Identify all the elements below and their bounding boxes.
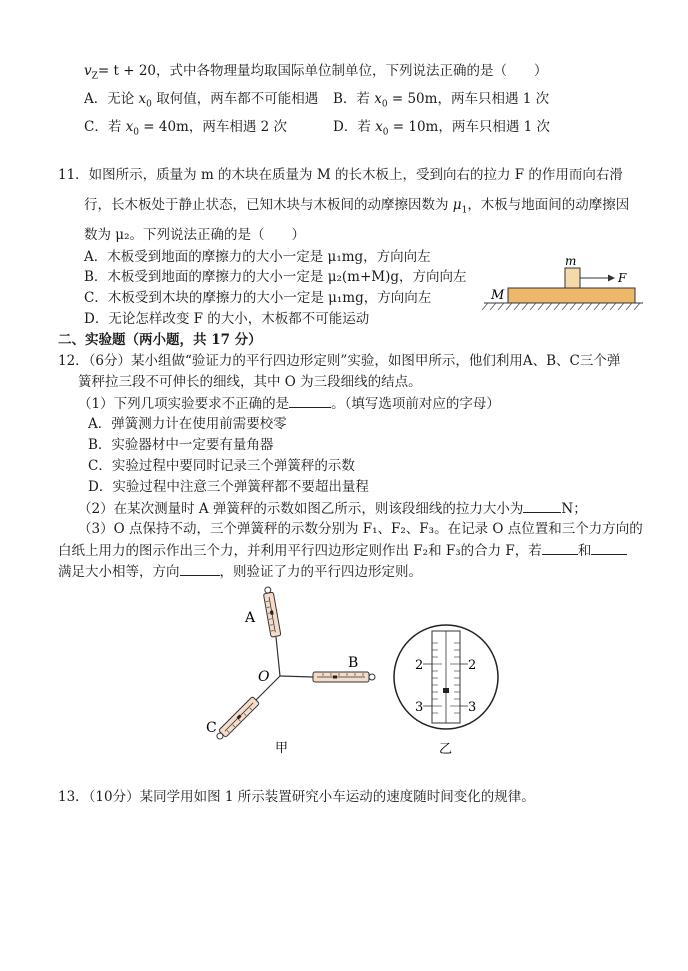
force-arrowhead — [608, 275, 615, 282]
q10-opt-c-pre: C．若 — [84, 119, 126, 135]
spring-balance-figure-jia — [198, 585, 398, 760]
spring-balance-a — [262, 586, 281, 637]
x0-symbol: x — [374, 91, 382, 107]
q10-stem — [84, 62, 548, 86]
label-a: A — [245, 610, 256, 626]
x0-symbol: x — [125, 119, 134, 135]
q12-sub3-line2-pre: 白纸上用力的图示作出三个力，并利用平行四边形定则作出 F₂和 F₃的合力 F，若 — [58, 543, 542, 559]
string-a — [276, 637, 280, 676]
answer-blank[interactable] — [542, 541, 578, 555]
dial-label-3-left: 3 — [415, 700, 424, 715]
dial-label-2-left: 2 — [415, 658, 424, 673]
x0-subscript: 0 — [382, 127, 389, 138]
q10-option-b — [333, 90, 549, 114]
q12-sub2-tail: N； — [561, 501, 587, 517]
q12-sub1 — [78, 394, 500, 413]
spring-balance-b — [313, 672, 375, 682]
label-M: M — [491, 288, 505, 303]
answer-blank[interactable] — [523, 499, 561, 513]
q12-sub3-line1: （3）O 点保持不动，三个弹簧秤的示数分别为 F₁、F₂、F₃。在记录 O 点位置和三个力方向的 — [78, 521, 643, 537]
label-o: O — [258, 669, 270, 685]
x0-symbol: x — [375, 119, 383, 135]
pointer — [443, 688, 449, 693]
dial-figure-yi — [393, 624, 503, 764]
q10-option-c — [84, 118, 287, 142]
q10-opt-d-post: = 10m，两车只相遇 1 次 — [388, 119, 551, 135]
mu-subscript: 1 — [461, 205, 468, 216]
q10-opt-a-post: 取何值，两车都不可能相遇 — [151, 91, 319, 107]
label-c: C — [206, 720, 217, 736]
long-board — [508, 288, 635, 303]
mu-symbol: μ — [452, 197, 462, 213]
q12-option-d: D．实验过程中注意三个弹簧秤都不要超出量程 — [88, 479, 369, 495]
q12-option-b: B．实验器材中一定要有量角器 — [88, 437, 274, 453]
ground-hatching — [482, 303, 640, 310]
dial-label-2-right: 2 — [468, 658, 477, 673]
caption-jia: 甲 — [275, 741, 289, 756]
q12-option-c: C．实验过程中要同时记录三个弹簧秤的示数 — [88, 458, 355, 474]
q10-opt-d-pre: D．若 — [333, 119, 376, 135]
q12-sub1-tail: 。（填写选项前对应的字母） — [331, 396, 500, 412]
q10-stem-text: = t + 20，式中各物理量均取国际单位制单位，下列说法正确的是（ ） — [97, 63, 548, 79]
answer-blank[interactable] — [591, 541, 627, 555]
q13-line1: 13．（10分）某同学用如图 1 所示装置研究小车运动的速度随时间变化的规律。 — [58, 789, 535, 805]
q11-line2-pre: 行，长木板处于静止状态，已知木块与木板间的动摩擦因数为 — [84, 197, 453, 213]
string-b — [280, 676, 313, 677]
v-subscript: Z — [91, 71, 98, 82]
q12-sub3-line3 — [58, 562, 422, 581]
q10-opt-c-post: = 40m，两车相遇 2 次 — [138, 119, 288, 135]
label-F: F — [618, 271, 627, 285]
v-symbol: v — [84, 63, 92, 79]
q11-option-d: D．无论怎样改变 F 的大小，木板都不可能运动 — [84, 311, 370, 327]
dial-label-3-right: 3 — [468, 700, 477, 715]
q12-line2: 簧秤拉三段不可伸长的细线，其中 O 为三段细线的结点。 — [78, 374, 422, 390]
block-board-figure — [478, 252, 648, 314]
section-title: 二、实验题（两小题，共 17 分） — [58, 332, 262, 348]
answer-blank[interactable] — [180, 562, 220, 576]
q12-sub3-line2 — [58, 541, 627, 560]
q12-sub3-line2-mid: 和 — [577, 543, 592, 559]
label-b: B — [348, 655, 359, 671]
q12-sub3-line3-post: ，则验证了力的平行四边形定则。 — [219, 564, 422, 580]
q12-option-a: A．弹簧测力计在使用前需要校零 — [88, 416, 287, 432]
q11-option-b: B．木板受到地面的摩擦力的大小一定是 μ₂(m+M)g，方向向左 — [84, 269, 467, 285]
q11-option-c: C．木板受到木块的摩擦力的大小一定是 μ₁mg，方向向左 — [84, 290, 432, 306]
q10-opt-b-pre: B．若 — [333, 91, 375, 107]
q11-line3: 数为 μ₂。下列说法正确的是（ ） — [84, 227, 305, 243]
small-block — [565, 268, 580, 288]
x0-subscript: 0 — [146, 99, 152, 110]
q12-sub1-text: （1）下列几项实验要求不正确的是 — [78, 396, 290, 412]
q10-opt-a-pre: A．无论 — [84, 91, 139, 107]
q12-sub2 — [78, 499, 587, 518]
q12-sub3-line3-pre: 满足大小相等，方向 — [58, 564, 180, 580]
x0-subscript: 0 — [381, 99, 388, 110]
x0-subscript: 0 — [133, 127, 139, 138]
q12-line1: 12．（6分）某小组做“验证力的平行四边形定则”实验，如图甲所示，他们利用A、B、C三个弹 — [58, 353, 621, 369]
q12-sub2-text: （2）在某次测量时 A 弹簧秤的示数如图乙所示，则该段细线的拉力大小为 — [78, 501, 524, 517]
q10-option-d — [333, 118, 550, 142]
x0-symbol: x — [138, 91, 147, 107]
q10-option-a — [84, 90, 318, 114]
q11-option-a: A．木板受到地面的摩擦力的大小一定是 μ₁mg，方向向左 — [84, 249, 431, 265]
label-m: m — [565, 254, 577, 268]
answer-blank[interactable] — [289, 394, 331, 408]
q11-line1: 11．如图所示，质量为 m 的木块在质量为 M 的长木板上，受到向右的拉力 F 的作用而向右滑 — [58, 167, 623, 183]
q10-opt-b-post: = 50m，两车只相遇 1 次 — [387, 91, 550, 107]
spring-balance-c — [214, 696, 259, 741]
q11-line2 — [84, 196, 629, 220]
caption-yi: 乙 — [439, 742, 453, 757]
q11-line2-post: ，木板与地面间的动摩擦因 — [467, 197, 630, 213]
